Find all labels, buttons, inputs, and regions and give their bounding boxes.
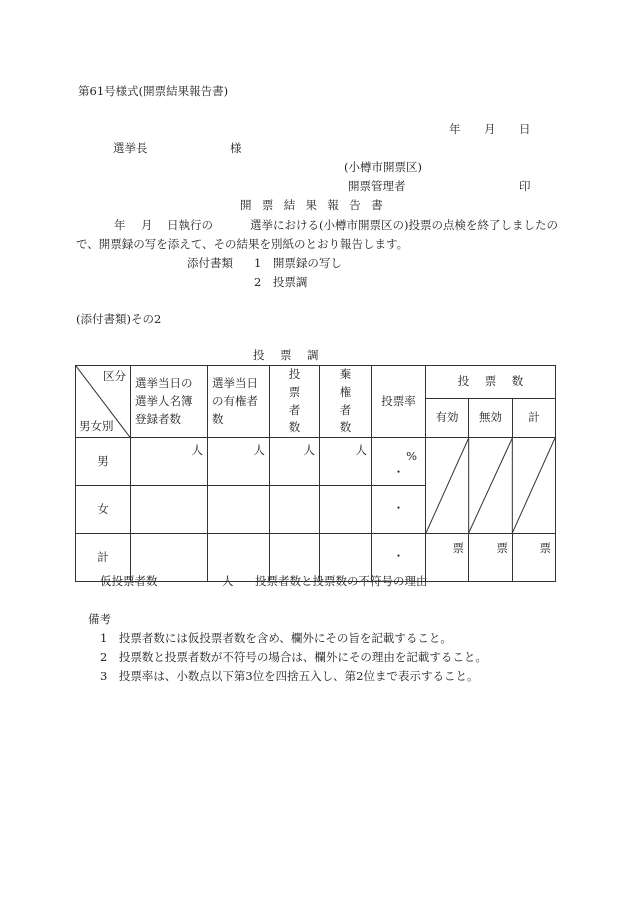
remark-item-2: 2 投票数と投票者数が不符号の場合は、欄外にその理由を記載すること。 bbox=[100, 650, 487, 664]
unit-vote: 票 bbox=[496, 541, 508, 556]
seal-mark: 印 bbox=[519, 179, 531, 193]
unit-person: 人 bbox=[253, 443, 265, 458]
cell-female-registered bbox=[131, 486, 208, 534]
provisional-voters-unit: 人 bbox=[222, 574, 234, 588]
row-male-label: 男 bbox=[76, 438, 131, 486]
vote-summary-table bbox=[75, 365, 556, 582]
strike-lines bbox=[426, 438, 555, 533]
document-heading: 開票結果報告書 bbox=[240, 198, 393, 212]
cell-male-voters bbox=[270, 438, 320, 486]
addressee-honorific: 様 bbox=[230, 141, 242, 155]
date-day-label: 日 bbox=[519, 122, 531, 136]
header-turnout-rate: 投票率 bbox=[372, 366, 426, 438]
attachment-item-1: 1 開票録の写し bbox=[254, 256, 342, 270]
header-valid: 有効 bbox=[426, 398, 469, 438]
header-abstentions-line1: 棄権 bbox=[339, 367, 362, 399]
strike-line-valid bbox=[426, 438, 469, 533]
strike-line-invalid bbox=[469, 438, 513, 533]
cell-total-valid bbox=[426, 534, 469, 582]
header-voters-line2: 者数 bbox=[288, 402, 311, 435]
corner-header-cell bbox=[76, 366, 131, 438]
header-voters-line1: 投票 bbox=[288, 367, 311, 399]
date-month-label: 月 bbox=[484, 122, 496, 136]
header-eligible: 選挙当日の有権者数 bbox=[208, 366, 270, 438]
cell-female-eligible bbox=[208, 486, 270, 534]
manager-label: 開票管理者 bbox=[348, 179, 406, 193]
decimal-point: ・ bbox=[392, 549, 405, 564]
cell-total-invalid bbox=[469, 534, 513, 582]
unit-person: 人 bbox=[191, 443, 203, 458]
cell-total-sum bbox=[513, 534, 556, 582]
provisional-voters-label: 仮投票者数 bbox=[100, 574, 158, 588]
exec-year: 年 bbox=[114, 218, 126, 232]
decimal-point: ・ bbox=[392, 465, 405, 480]
header-abstentions-line2: 者数 bbox=[339, 402, 362, 435]
annex-label: (添付書類)その2 bbox=[76, 312, 162, 326]
discrepancy-reason-label: 投票者数と投票数の不符号の理由 bbox=[255, 574, 428, 588]
header-votes: 投票数 bbox=[426, 366, 556, 399]
district-name: (小樽市開票区) bbox=[344, 160, 422, 174]
row-female-label: 女 bbox=[76, 486, 131, 534]
corner-label-category: 区分 bbox=[103, 369, 126, 383]
unit-person: 人 bbox=[303, 443, 315, 458]
cell-male-registered bbox=[131, 438, 208, 486]
table-title: 投票調 bbox=[253, 348, 335, 362]
exec-day: 日執行の bbox=[167, 218, 213, 232]
header-votes-total: 計 bbox=[513, 398, 556, 438]
cell-male-eligible bbox=[208, 438, 270, 486]
header-registered: 選挙当日の選挙人名簿登録者数 bbox=[131, 366, 208, 438]
decimal-point: ・ bbox=[392, 501, 405, 516]
cell-female-voters bbox=[270, 486, 320, 534]
strike-line-total bbox=[512, 438, 555, 533]
header-abstentions bbox=[320, 366, 372, 438]
corner-label-gender: 男女別 bbox=[79, 419, 114, 434]
unit-vote: 票 bbox=[452, 541, 464, 556]
date-year-label: 年 bbox=[449, 122, 461, 136]
unit-person: 人 bbox=[355, 443, 367, 458]
form-number: 第61号様式(開票結果報告書) bbox=[78, 84, 229, 98]
cell-female-abstentions bbox=[320, 486, 372, 534]
unit-percent: % bbox=[406, 449, 417, 464]
header-invalid: 無効 bbox=[469, 398, 513, 438]
cell-male-rate bbox=[372, 438, 426, 486]
body-text-line2: で、開票録の写を添えて、その結果を別紙のとおり報告します。 bbox=[76, 237, 409, 251]
addressee-title: 選挙長 bbox=[113, 141, 148, 155]
body-text-line1: 選挙における(小樽市開票区の)投票の点検を終了しましたの bbox=[250, 218, 558, 232]
cell-male-abstentions bbox=[320, 438, 372, 486]
remark-item-1: 1 投票者数には仮投票者数を含め、欄外にその旨を記載すること。 bbox=[100, 631, 452, 645]
remark-item-3: 3 投票率は、小数点以下第3位を四捨五入し、第2位まで表示すること。 bbox=[100, 669, 479, 683]
remarks-title: 備考 bbox=[88, 612, 111, 626]
row-total-label: 計 bbox=[76, 534, 131, 582]
votes-struck-area bbox=[426, 438, 556, 534]
attachments-label: 添付書類 bbox=[187, 256, 233, 270]
attachment-item-2: 2 投票調 bbox=[254, 275, 308, 289]
exec-month: 月 bbox=[141, 218, 153, 232]
unit-vote: 票 bbox=[539, 541, 551, 556]
header-voters bbox=[270, 366, 320, 438]
cell-female-rate bbox=[372, 486, 426, 534]
